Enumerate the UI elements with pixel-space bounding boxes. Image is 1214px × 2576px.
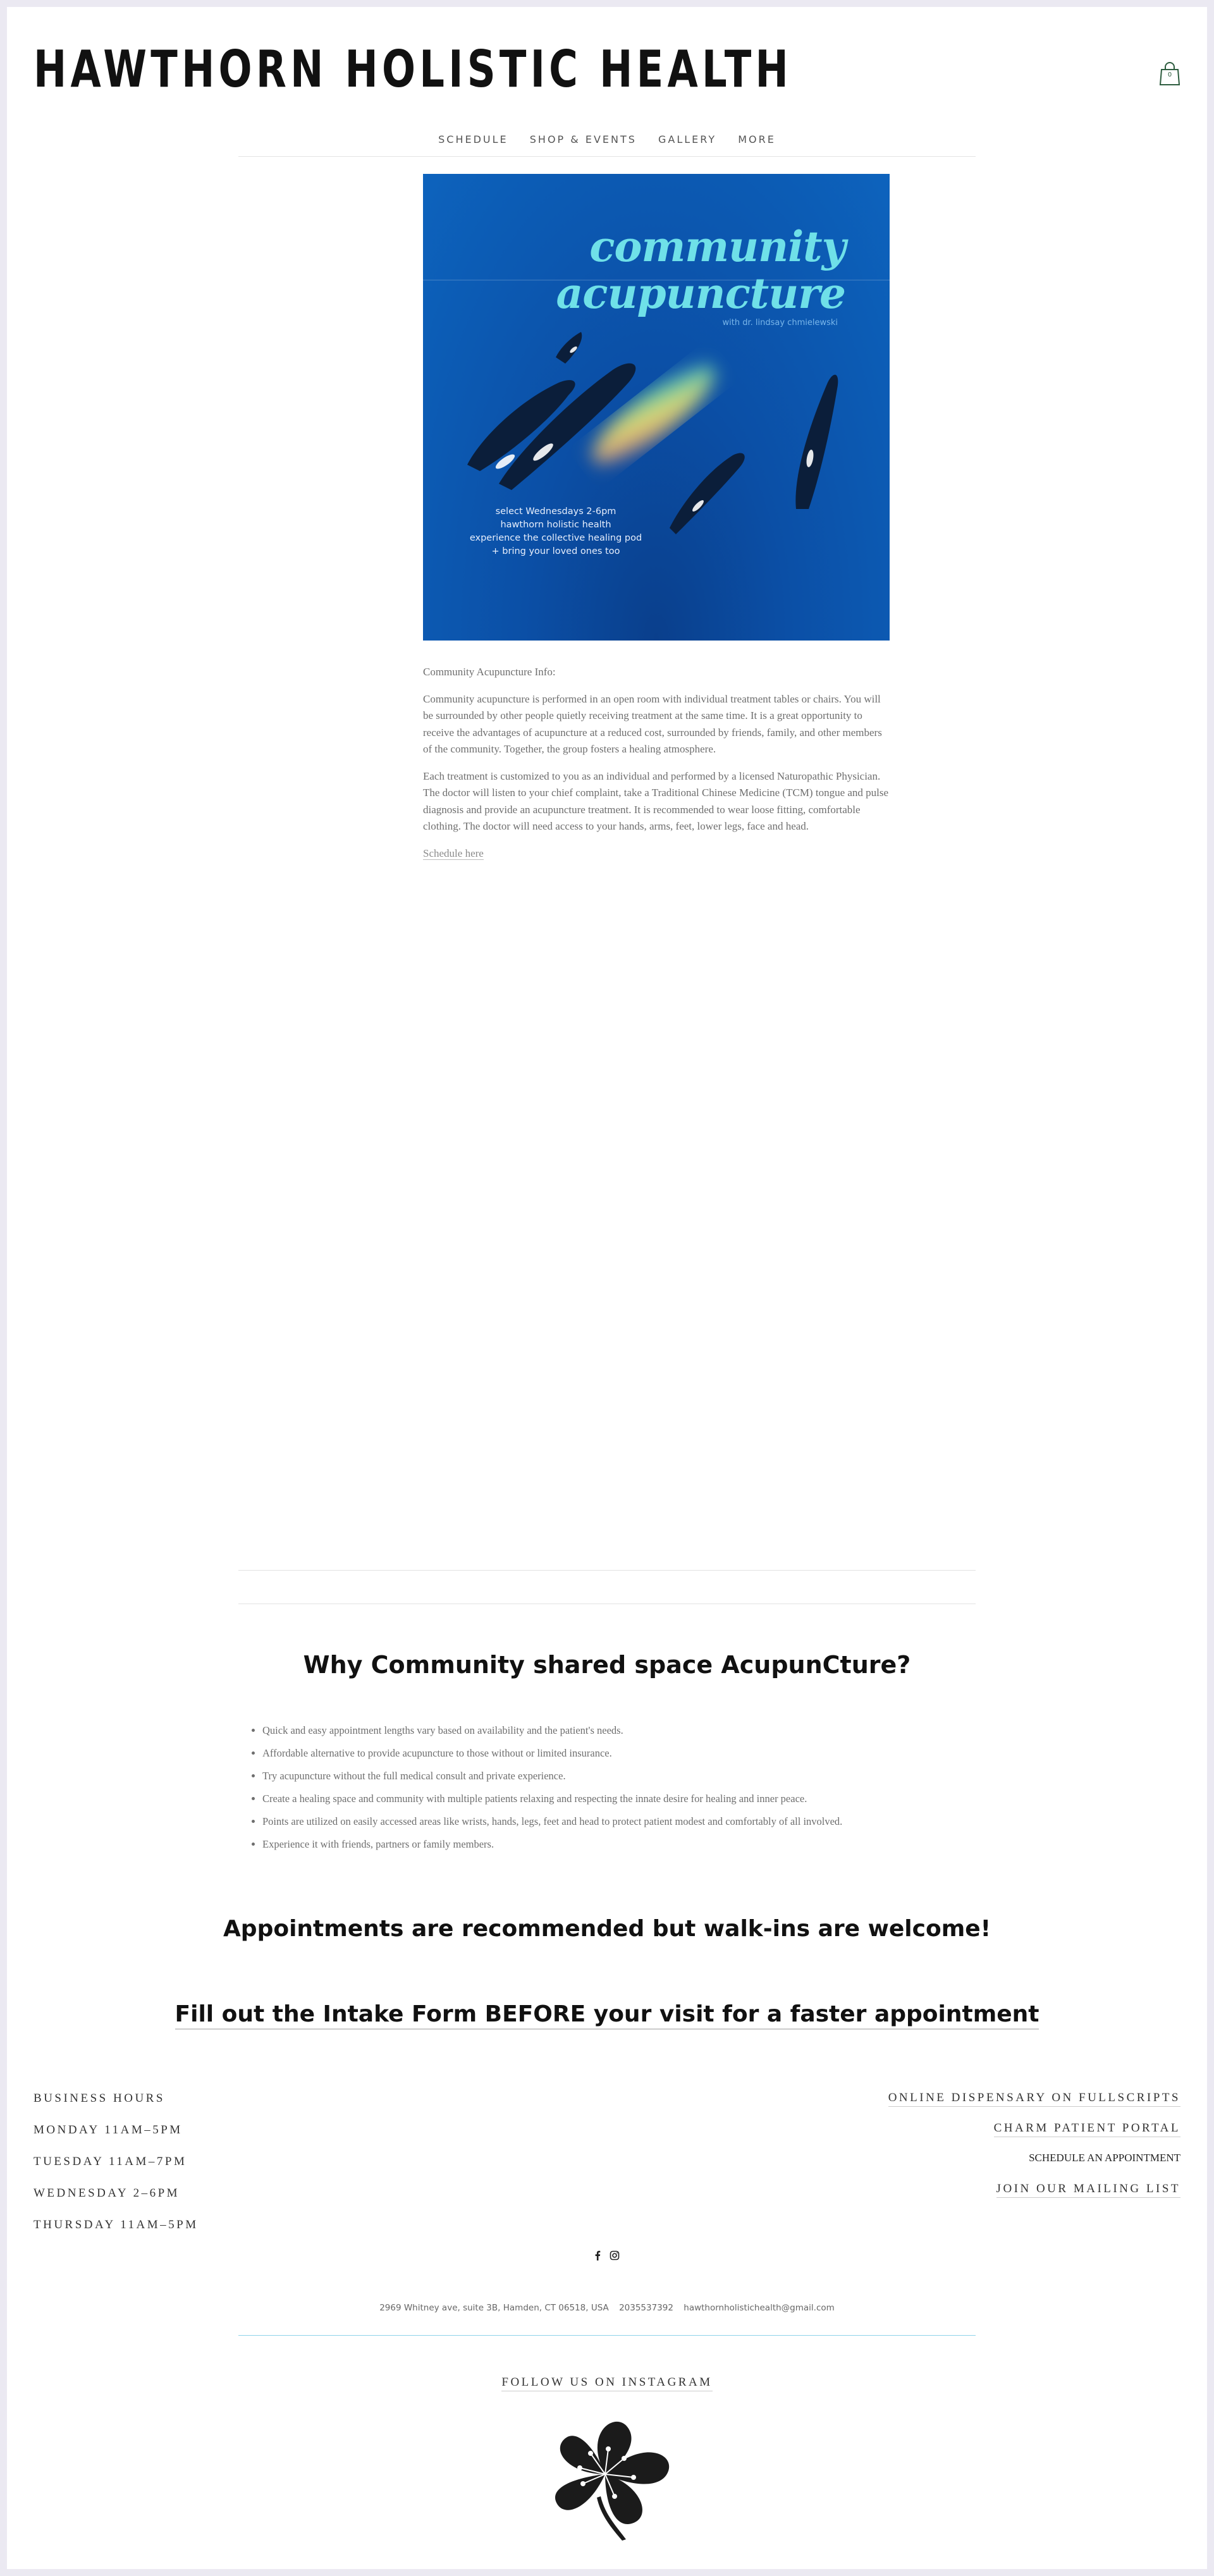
hero-image	[423, 174, 890, 641]
instagram-heading	[7, 2376, 1207, 2389]
info-paragraph-2: Each treatment is customized to you as an individual and performed by a licensed Naturopathic Physician. The doctor will listen to your chief complaint, take a Traditional Chinese Medicine (TCM) tongue and pulse diagnosis and provide an acupuncture treatment. It is recommended to wear loose fitting, comfortable clothing. The doctor will need access to your hands, arms, feet, lower legs, face and head.	[423, 770, 889, 832]
flower-logo-icon[interactable]	[545, 2414, 671, 2544]
address-text: 2969 Whitney ave, suite 3B, Hamden, CT 06518, USA	[379, 2303, 609, 2313]
walkins-heading: Appointments are recommended but walk-ins are welcome!	[223, 1916, 991, 1942]
info-content	[423, 664, 891, 872]
footer-links	[888, 2091, 1180, 2212]
intake-heading	[7, 2001, 1207, 2027]
info-heading: Community Acupuncture Info:	[423, 666, 556, 678]
hero-subtitle: with dr. lindsay chmielewski	[722, 318, 838, 328]
instagram-divider	[238, 2335, 976, 2336]
mailing-list-link[interactable]: JOIN OUR MAILING LIST	[996, 2182, 1180, 2198]
list-item: • Points are utilized on easily accessed areas like wrists, hands, legs, feet and head to protect patient modest and comfortably of all involved.	[262, 1810, 996, 1833]
list-item: • Quick and easy appointment lengths vary based on availability and the patient's needs.	[262, 1719, 996, 1742]
why-list	[245, 1719, 996, 1856]
section-divider-1	[238, 1570, 976, 1571]
list-item: • Affordable alternative to provide acupuncture to those without or limited insurance.	[262, 1742, 996, 1765]
page	[7, 7, 1207, 2569]
info-paragraph-1: Community acupuncture is performed in an open room with individual treatment tables or chairs. You will be surrounded by other people quietly receiving treatment at the same time. It is a great opportunity to receive the advantages of acupuncture at a reduced cost, surrounded by friends, family, and other members of the community. Together, the group fosters a healing atmosphere.	[423, 692, 882, 755]
nav-item-schedule[interactable]: SCHEDULE	[438, 133, 508, 145]
hours-heading: BUSINESS HOURS	[34, 2092, 165, 2105]
nav-item-gallery[interactable]: GALLERY	[658, 133, 717, 145]
list-item: • Experience it with friends, partners or family members.	[262, 1833, 996, 1856]
hero-caption: select Wednesdays 2-6pm hawthorn holistic health experience the collective healing pod + bring your loved ones too	[469, 506, 642, 556]
facebook-icon[interactable]	[594, 2252, 604, 2263]
hero-title: community acupuncture	[556, 222, 845, 318]
follow-instagram-link[interactable]: FOLLOW US ON INSTAGRAM	[501, 2376, 712, 2391]
hours-wednesday: WEDNESDAY 2–6PM	[34, 2187, 180, 2200]
shopping-bag-icon[interactable]	[1159, 61, 1180, 86]
hours-monday: MONDAY 11AM–5PM	[34, 2123, 183, 2137]
schedule-appointment-link[interactable]: SCHEDULE AN APPOINTMENT	[1029, 2152, 1180, 2164]
nav-item-shop-events[interactable]: SHOP & EVENTS	[529, 133, 637, 145]
intake-form-link[interactable]: Fill out the Intake Form BEFORE your visit for a faster appointment	[175, 2001, 1039, 2030]
site-title[interactable]: HAWTHORN HOLISTIC HEALTH	[34, 40, 792, 99]
phone-link[interactable]: 2035537392	[619, 2303, 673, 2313]
list-item: • Create a healing space and community with multiple patients relaxing and respecting the innate desire for healing and inner peace.	[262, 1788, 996, 1810]
schedule-here-link[interactable]: Schedule here	[423, 847, 484, 859]
instagram-icon[interactable]	[610, 2252, 620, 2263]
business-hours	[34, 2092, 199, 2250]
hours-thursday: THURSDAY 11AM–5PM	[34, 2218, 199, 2231]
main-nav	[7, 133, 1207, 145]
header-divider	[238, 156, 976, 157]
social-icons	[7, 2250, 1207, 2263]
cart-count: 0	[1167, 71, 1172, 78]
nav-item-more[interactable]: MORE	[738, 133, 776, 145]
hours-tuesday: TUESDAY 11AM–7PM	[34, 2155, 187, 2168]
patient-portal-link[interactable]: CHARM PATIENT PORTAL	[994, 2121, 1180, 2137]
email-link[interactable]: hawthornholistichealth@gmail.com	[684, 2303, 835, 2313]
why-title: Why Community shared space AcupunCture?	[303, 1651, 911, 1679]
dispensary-link[interactable]: ONLINE DISPENSARY ON FULLSCRIPTS	[888, 2091, 1180, 2107]
contact-line	[7, 2303, 1207, 2313]
list-item: • Try acupuncture without the full medical consult and private experience.	[262, 1765, 996, 1788]
